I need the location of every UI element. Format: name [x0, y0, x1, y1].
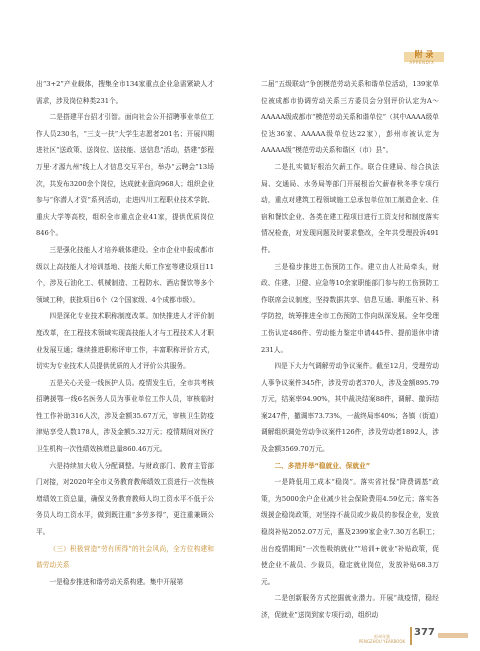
subsection-heading: （三）积极营造“劳有所得”的社会风尚，全方位构建和谐劳动关系 [36, 544, 214, 570]
paragraph: 四是下大力气调解劳动争议案件。截至12月，受理劳动人事争议案件345件，涉及劳动者370人，涉及金额895.79万元，结案率94.90%，其中裁决结案88件，调解、撤诉结案247件，撤调率73.73%，一裁终局率40%；各镇（街道）调解组织调处劳动争议案件126件，涉及劳动者1892人，涉及金额3569.70万元。 [261, 362, 439, 454]
yearbook-logo-title: 彭州年鉴 [374, 634, 390, 639]
section-heading: 二、多措并举“稳就业、保就业” [274, 461, 371, 470]
appendix-subheading: APPENDIX [409, 60, 435, 65]
paragraph-continuation: 出“3+2”产业载体，搜集全市134家重点企业急需紧缺人才需求，涉及岗位种类231个。 [36, 80, 214, 105]
yearbook-logo [358, 634, 406, 644]
paragraph: 二是创新服务方式挖掘就业潜力。开展“战疫情，稳经济，促就业”送岗到家专项行动，组织动 [261, 594, 439, 619]
paragraph: 四是深化专业技术职称制度改革。加快推进人才评价制度改革，在工程技术领域实现高技能人才与工程技术人才职业发展互通；继续推进职称评审工作，丰富职称评价方式，切实为专业技术人员提供优质的人才评价公共服务。 [36, 312, 214, 371]
paragraph: 三是强化技能人才培养载体建设。全市企业申报成都市级以上高技能人才培训基地、技能大师工作室等建设项目11个，涉及石油化工、机械制造、工程防水、酒店餐饮等多个领域工种，获批项目6个（2个国家级、4个成都市级）。 [36, 245, 214, 304]
paragraph: 一是降低用工成本“稳岗”。落实省社保“降费调基”政策，为5000余户企业减少社会保险费用4.59亿元；落实各级援企稳岗政策，对坚持不裁员或少裁员的参保企业，发放稳岗补贴2052.07万元，惠及2399家企业7.30万名职工；出台疫情期间“一次性吸纳就业”“培训+就业”补贴政策，促使企业不裁员、少裁员，稳定就业岗位，发放补贴68.3万元。 [261, 478, 439, 586]
appendix-heading: 附 录 [414, 50, 434, 59]
paragraph: 二是搭建平台招才引智。面向社会公开招聘事业单位工作人员230名，“三支一扶”大学生志愿者201名；开展四期进社区“送政策、送岗位、送技能、送信息”活动，搭建“彭程万里·才源九州”线上人才信息交互平台，举办“云聘会”13场次，共发布3200余个岗位，达成就业意向968人；组织企业参与“你潜人才资”系列活动，走进四川工程职业技术学院、重庆大学等高校，组织全市重点企业41家，提供优质岗位846个。 [36, 113, 214, 238]
left-text-column [36, 76, 214, 590]
yearbook-logo-english: PENGZHOU YEARBOOK [358, 639, 406, 644]
page-number: 377 [414, 627, 435, 638]
paragraph-continuation: 二届“五级联动”争创模范劳动关系和谐单位活动，139家单位被成都市协调劳动关系三方委员会分别评价认定为A～AAAAA级成都市“模范劳动关系和谐单位”（其中AAAA级单位达36家、AAAAA级单位达22家），彭州市被认定为AAAAA级“模范劳动关系和谐区（市）县”。 [261, 80, 439, 155]
paragraph: 三是稳步推进工伤预防工作。建立由人社局牵头，财政、住建、卫健、应急等10余家职能部门参与的工伤预防工作联席会议制度，坚持数据共享、信息互通、职能互补、科学防控，统筹推进全市工伤预防工作向纵深发展。全年受理工伤认定486件、劳动能力鉴定申请445件、提前退休申请231人。 [261, 262, 439, 354]
paragraph: 六是持续加大收入分配调整。与财政部门、教育主管部门对接，对2020年全市义务教育教师绩效工资进行一次性核增绩效工资总量，确保义务教育教师人均工资水平不低于公务员人均工资水平，做到既注重“多劳多得”，更注重兼顾公平。 [36, 461, 214, 537]
paragraph: 五是关心关爱一线医护人员。疫情发生后，全市共考核招聘援鄂一线6名医务人员为事业单位工作人员，审核临时性工作补助316人次，涉及金额35.67万元，审核卫生防疫津贴享受人数178人，涉及金额5.32万元；疫情期间对医疗卫生机构一次性绩效核增总量860.46万元。 [36, 378, 214, 454]
paragraph: 二是扎实做好根治欠薪工作。联合住建局、综合执法局、交通局、水务局等部门开展根治欠薪春秋冬季专项行动，重点对建筑工程领域施工总承包单位加工制造企业、住宿和餐饮企业、各类在建工程项目进行工资支付和制度落实情况检查，对发现问题及时要求整改，全年共受理投诉491件。 [261, 162, 439, 254]
footer-divider [410, 627, 412, 645]
page-tab-band [438, 633, 468, 638]
right-text-column [261, 76, 439, 624]
paragraph: 一是稳步推进和谐劳动关系构建。集中开展第 [49, 577, 184, 586]
